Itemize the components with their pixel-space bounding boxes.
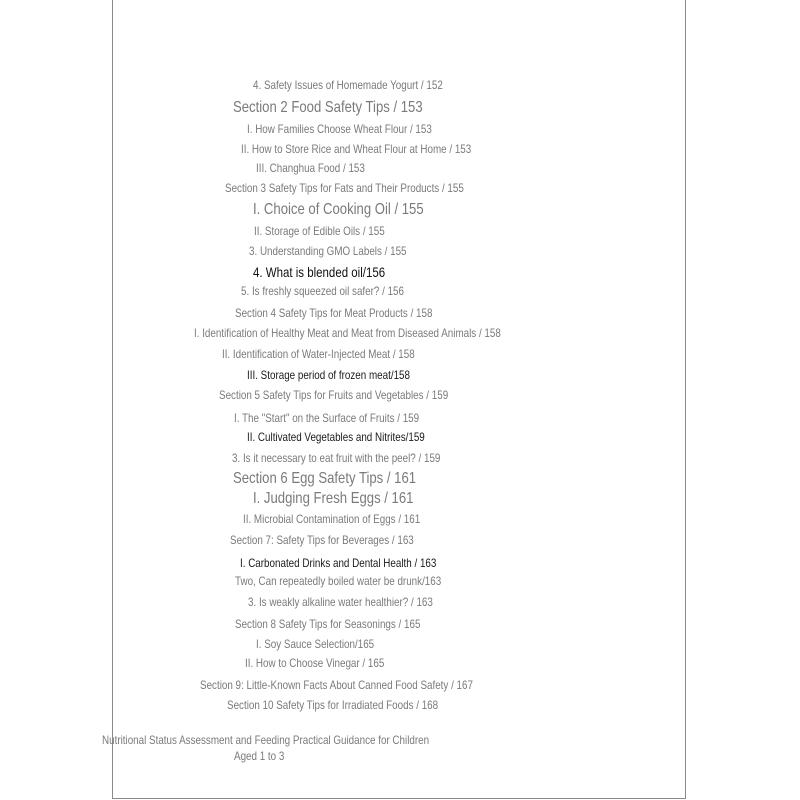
- toc-section-heading: Section 3 Safety Tips for Fats and Their Products / 155: [225, 181, 464, 195]
- toc-entry: II. How to Store Rice and Wheat Flour at Home / 153: [241, 142, 472, 156]
- footer-subtitle: Aged 1 to 3: [234, 749, 285, 763]
- toc-entry: II. Microbial Contamination of Eggs / 161: [243, 512, 421, 526]
- toc-entry: I. Soy Sauce Selection/165: [256, 637, 375, 651]
- toc-entry: I. Carbonated Drinks and Dental Health / 163: [240, 556, 437, 570]
- toc-entry: I. How Families Choose Wheat Flour / 153: [247, 122, 432, 136]
- toc-section-heading: Section 2 Food Safety Tips / 153: [233, 99, 423, 116]
- toc-section-heading: Section 4 Safety Tips for Meat Products / 158: [235, 306, 433, 320]
- toc-entry: I. Judging Fresh Eggs / 161: [253, 490, 414, 507]
- toc-entry: 4. Safety Issues of Homemade Yogurt / 152: [253, 78, 443, 92]
- toc-entry: I. Choice of Cooking Oil / 155: [253, 201, 424, 218]
- toc-entry: 3. Is weakly alkaline water healthier? / 163: [248, 595, 433, 609]
- toc-entry: I. Identification of Healthy Meat and Meat from Diseased Animals / 158: [194, 326, 501, 340]
- toc-entry: I. The "Start" on the Surface of Fruits / 159: [234, 411, 420, 425]
- toc-entry: III. Storage period of frozen meat/158: [247, 368, 411, 382]
- toc-entry: 3. Is it necessary to eat fruit with the peel? / 159: [232, 451, 441, 465]
- toc-section-heading: Section 8 Safety Tips for Seasonings / 165: [235, 617, 421, 631]
- toc-entry: II. How to Choose Vinegar / 165: [245, 656, 385, 670]
- toc-section-heading: Section 10 Safety Tips for Irradiated Foods / 168: [227, 698, 439, 712]
- toc-section-heading: Section 7: Safety Tips for Beverages / 163: [230, 533, 414, 547]
- toc-section-heading: Section 5 Safety Tips for Fruits and Vegetables / 159: [219, 388, 449, 402]
- toc-entry: 5. Is freshly squeezed oil safer? / 156: [241, 284, 405, 298]
- footer-title: Nutritional Status Assessment and Feeding Practical Guidance for Children: [102, 733, 430, 747]
- toc-section-heading: Section 9: Little-Known Facts About Canned Food Safety / 167: [200, 678, 473, 692]
- toc-entry: 4. What is blended oil/156: [253, 264, 386, 280]
- toc-entry: III. Changhua Food / 153: [256, 161, 365, 175]
- toc-section-heading: Section 6 Egg Safety Tips / 161: [233, 470, 417, 487]
- toc-entry: II. Cultivated Vegetables and Nitrites/159: [247, 430, 425, 444]
- toc-entry: II. Storage of Edible Oils / 155: [254, 224, 385, 238]
- toc-entry: II. Identification of Water-Injected Meat / 158: [222, 347, 415, 361]
- toc-entry: Two, Can repeatedly boiled water be drunk/163: [235, 574, 442, 588]
- toc-entry: 3. Understanding GMO Labels / 155: [249, 244, 407, 258]
